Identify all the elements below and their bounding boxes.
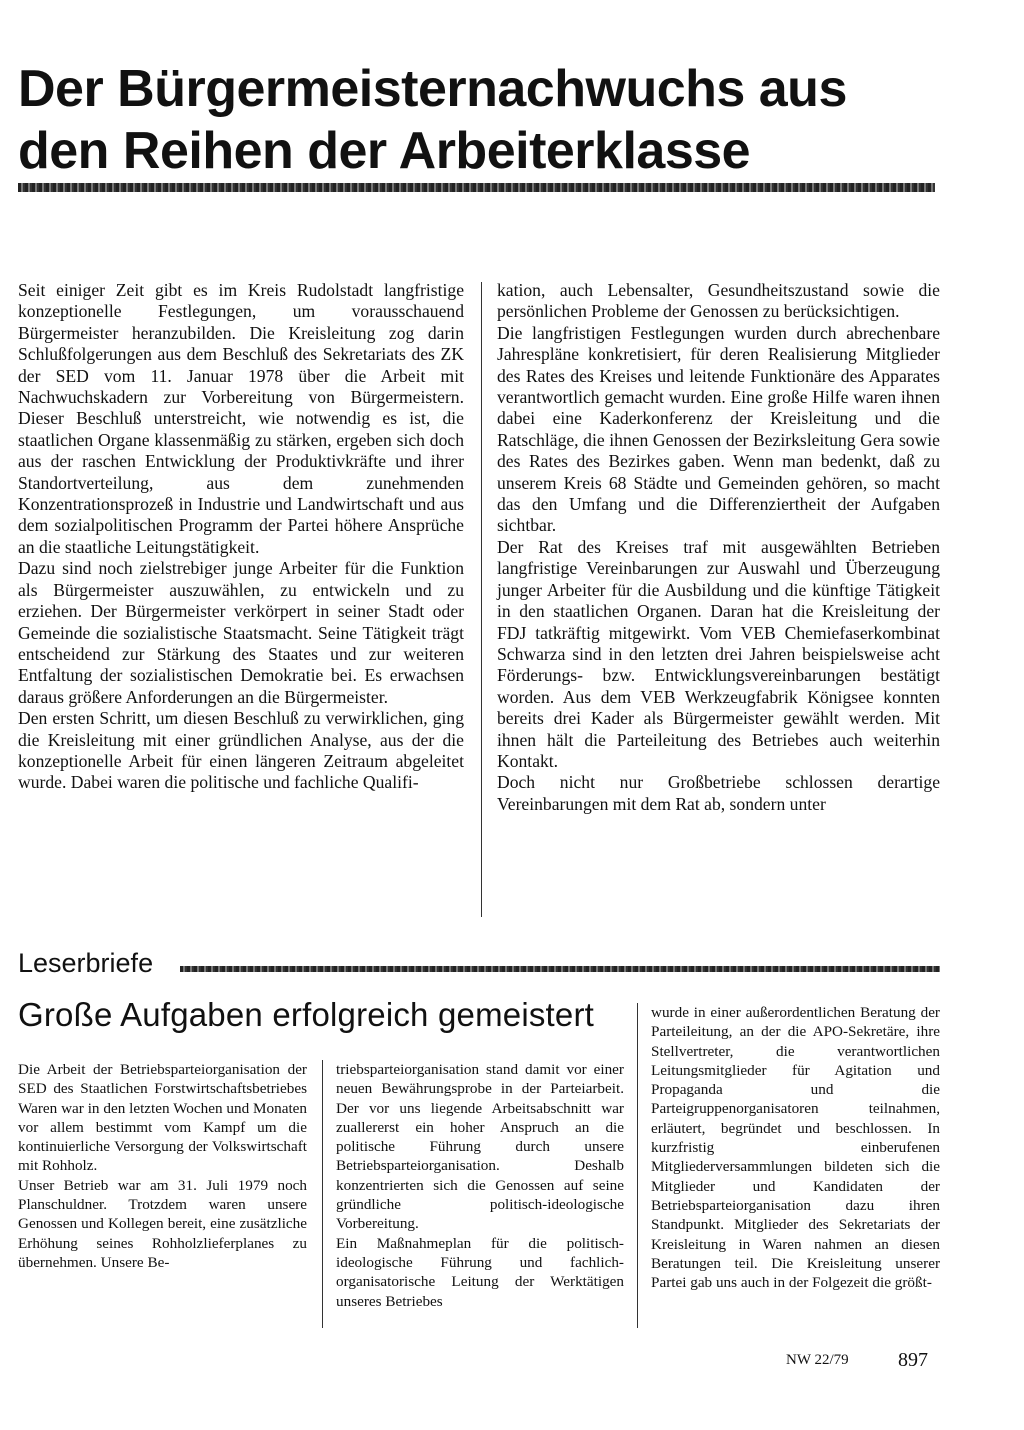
letter-paragraph: Ein Maßnahmeplan für die politisch-ideologische Führung und fachlich-organisatorische Leitung der Werktätigen unseres Betriebes [336,1234,624,1310]
headline-line-1: Der Bürgermeisternachwuchs aus [18,60,847,118]
section-label: Leserbriefe [18,948,154,978]
letter-column-3 [651,1003,940,1292]
letter-paragraph: Die Arbeit der Betriebsparteiorganisation der SED des Staatlichen Forstwirtschaftsbetriebes Waren war in den letzten Wochen und Monaten vor allem bestimmt vom Kampf um die kontinuierliche Versorgung der Volkswirtschaft mit Rohholz. [18,1061,307,1175]
letter-column-1 [18,1060,307,1272]
column-divider [637,1003,638,1328]
article-column-1 [18,280,464,794]
article-paragraph: Die langfristigen Festlegungen wurden durch abrechenbare Jahrespläne konkretisiert, für deren Realisierung Mitglieder des Rates des Kreises und leitende Funktionäre des Apparates verantwortlich gemacht wurden. Eine große Hilfe waren ihnen dabei eine Kaderkonferenz der Kreisleitung und die Ratschläge, die ihnen Genossen der Bezirksleitung Gera sowie des Rates des Bezirkes gaben. Wenn man bedenkt, daß zu unserem Kreis 68 Städte und Gemeinden gehören, so macht das den Umfang und die Differenziertheit der Aufgaben sichtbar. [497,322,940,536]
letter-headline: Große Aufgaben erfolgreich gemeistert [18,996,595,1033]
letter-paragraph: wurde in einer außerordentlichen Beratung der Parteileitung, an der die APO-Sekretäre, ihre Stellvertreter, die verantwortlichen Leitungsmitglieder für Agitation und Propaganda und die Parteigruppenorganisatoren teilnahmen, erläutert, begründet und beschlossen. In kurzfristig einberufenen Mitgliederversammlungen bildeten sich die Mitglieder und Kandidaten der Betriebsparteiorganisation dazu ihren Standpunkt. Mitglieder des Sekretariats der Kreisleitung in Waren nahmen an diesen Beratungen teil. Die Kreisleitung unserer Partei gab uns auch in der Folgezeit die größt- [651,1004,940,1292]
column-divider [322,1060,323,1328]
headline-line-2: den Reihen der Arbeiterklasse [18,122,751,180]
article-paragraph: Seit einiger Zeit gibt es im Kreis Rudolstadt langfristige konzeptionelle Festlegungen, um vorausschauend Bürgermeister heranzubilden. Die Kreisleitung zog darin Schlußfolgerungen aus dem Beschluß des Sekretariats des ZK der SED vom 11. Januar 1978 über die Arbeit mit Nachwuchskadern zur Vorbereitung von Bürgermeistern. Dieser Beschluß unterstreicht, wie notwendig es ist, die staatlichen Organe klassenmäßig zu stärken, ergeben sich doch aus der raschen Entwicklung der Produktivkräfte und ihrer Standortverteilung, aus dem zunehmenden Konzentrationsprozeß in Industrie und Landwirtschaft und aus dem sozialpolitischen Programm der Partei höhere Ansprüche an die staatliche Leitungstätigkeit. [18,280,464,557]
article-paragraph: Dazu sind noch zielstrebiger junge Arbeiter für die Funktion als Bürgermeister auszuwählen, zu entwickeln und zu erziehen. Der Bürgermeister verkörpert in seiner Stadt oder Gemeinde die sozialistische Staatsmacht. Seine Tätigkeit trägt entscheidend zur Stärkung des Staates und zur weiteren Entfaltung der sozialistischen Demokratie bei. Es erwachsen daraus größere Anforderungen an die Bürgermeister. [18,558,464,707]
letter-paragraph: triebsparteiorganisation stand damit vor einer neuen Bewährungsprobe in der Parteiarbeit. Der vor uns liegende Arbeitsabschnitt war zuallererst ein hoher Anspruch an die politische Führung durch unsere Betriebsparteiorganisation. Deshalb konzentrierten sich die Genossen auf seine gründliche politisch-ideologische Vorbereitung. [336,1061,624,1233]
article-paragraph: kation, auch Lebensalter, Gesundheitszustand sowie die persönlichen Probleme der Genossen zu berücksichtigen. [497,280,940,322]
page-number: 897 [898,1349,928,1371]
issue-reference: NW 22/79 [786,1352,849,1368]
section-rule [180,966,940,972]
article-column-2 [497,280,940,815]
article-paragraph: Doch nicht nur Großbetriebe schlossen derartige Vereinbarungen mit dem Rat ab, sondern unter [497,772,940,814]
article-paragraph: Der Rat des Kreises traf mit ausgewählten Betrieben langfristige Vereinbarungen zur Auswahl und Überzeugung junger Arbeiter für die Ausbildung und die künftige Tätigkeit in den staatlichen Organen. Daran hat die Kreisleitung der FDJ tatkräftig mitgewirkt. Vom VEB Chemiefaserkombinat Schwarza sind in den letzten drei Jahren beispielsweise acht Förderungs- bzw. Entwicklungsvereinbarungen bestätigt worden. Aus dem VEB Werkzeugfabrik Königsee konnten bereits drei Kader als Bürgermeister gewählt werden. Mit ihnen hält die Parteileitung des Betriebes auch weiterhin Kontakt. [497,536,940,771]
article-paragraph: Den ersten Schritt, um diesen Beschluß zu verwirklichen, ging die Kreisleitung mit einer gründlichen Analyse, aus der die konzeptionelle Arbeit für einen längeren Zeitraum abgeleitet wurde. Dabei waren die politische und fachliche Qualifi- [18,708,464,793]
letter-paragraph: Unser Betrieb war am 31. Juli 1979 noch Planschuldner. Trotzdem waren unsere Genossen und Kollegen bereit, eine zusätzliche Erhöhung seines Rohholzlieferplanes zu übernehmen. Unsere Be- [18,1176,307,1271]
article-headline [18,58,948,182]
headline-rule [18,183,935,192]
column-divider [481,282,482,917]
letter-column-2 [336,1060,624,1311]
